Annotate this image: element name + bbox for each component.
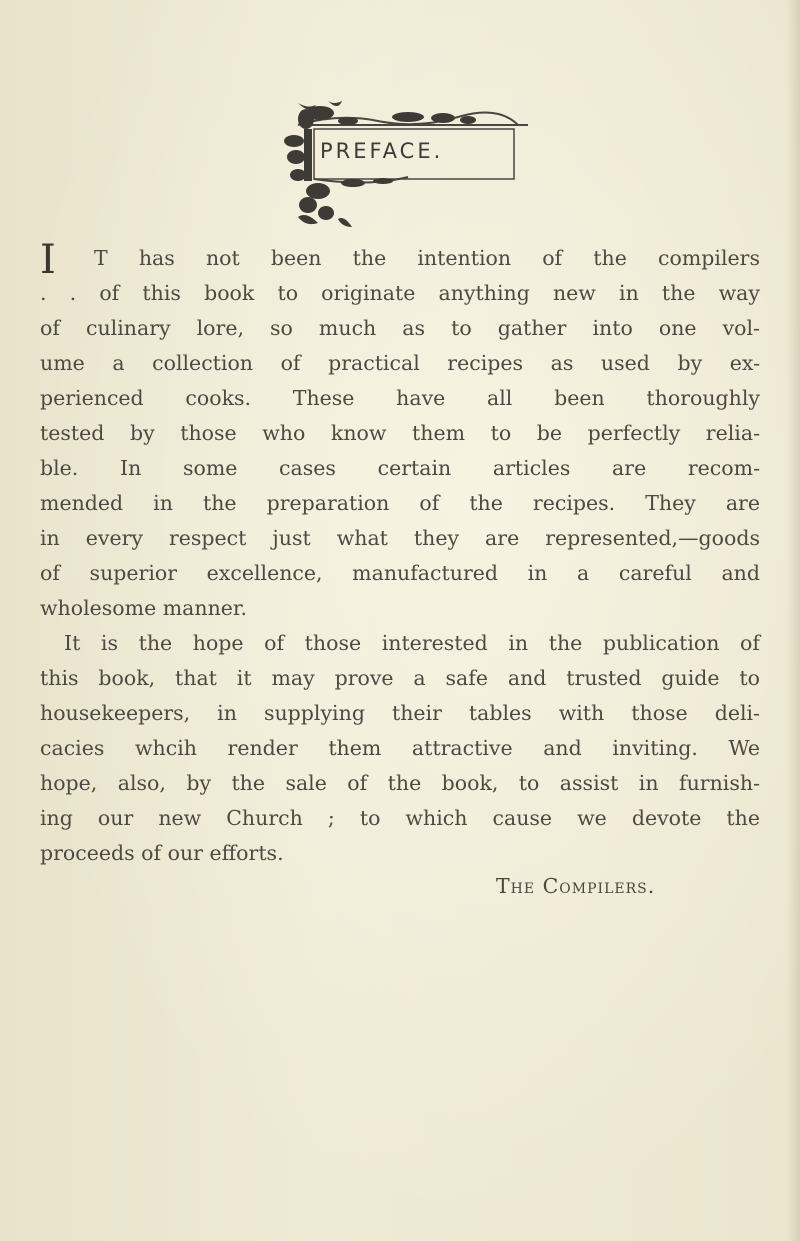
text-line: in every respect just what they are represented,—goods [40,526,760,550]
preface-title: PREFACE. [320,139,444,163]
text-line: . . of this book to originate anything new in the way [40,281,760,305]
text-line-content: T has not been the intention of the compilers [94,246,760,270]
text-line: mended in the preparation of the recipes. They are [40,491,760,515]
preface-header-ornament [258,95,558,235]
text-line: It is the hope of those interested in the publication of [64,631,760,655]
floral-ornament-icon [258,95,558,235]
text-line: housekeepers, in supplying their tables with those deli- [40,701,760,725]
text-line: wholesome manner. [40,596,247,620]
text-line: tested by those who know them to be perfectly relia- [40,421,760,445]
signature: The Compilers. [496,874,656,898]
text-line: perienced cooks. These have all been thoroughly [40,386,760,410]
text-line: ing our new Church ; to which cause we devote the [40,806,760,830]
page-edge-shadow [786,0,800,1241]
text-line: ble. In some cases certain articles are recom- [40,456,760,480]
text-line: ume a collection of practical recipes as used by ex- [40,351,760,375]
drop-cap: I [40,237,56,283]
text-line: of culinary lore, so much as to gather into one vol- [40,316,760,340]
text-line: proceeds of our efforts. [40,841,284,865]
text-line: of superior excellence, manufactured in a careful and [40,561,760,585]
text-line: hope, also, by the sale of the book, to assist in furnish- [40,771,760,795]
text-line: cacies whcih render them attractive and inviting. We [40,736,760,760]
text-line: this book, that it may prove a safe and trusted guide to [40,666,760,690]
text-line [40,237,760,283]
